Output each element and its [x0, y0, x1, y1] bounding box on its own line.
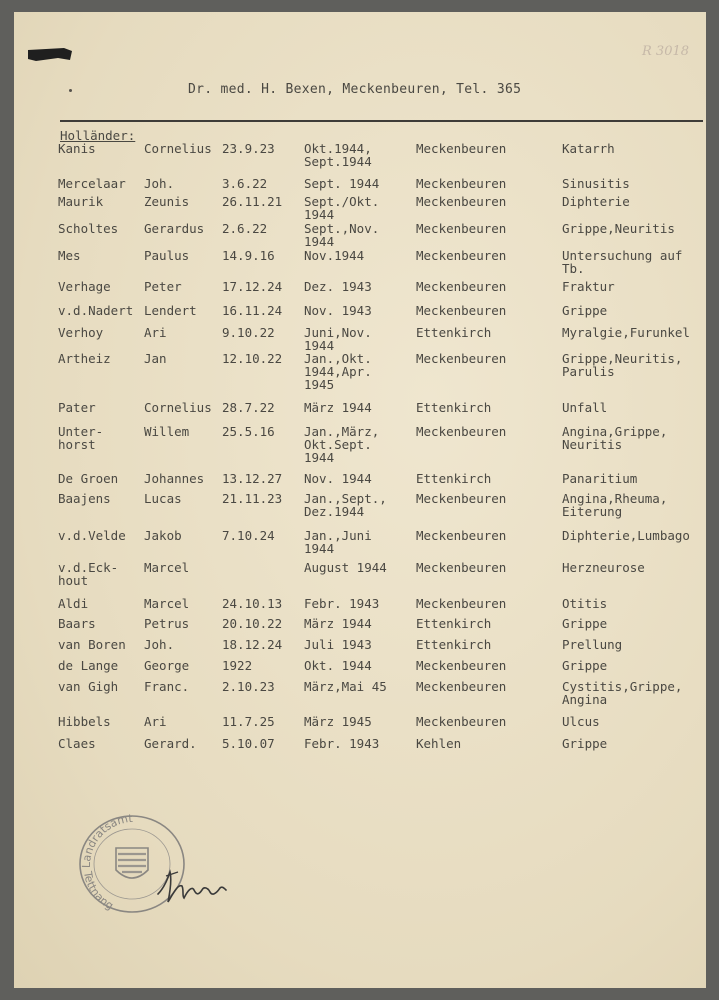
- surname-cell: [58, 659, 118, 672]
- surname-cell: [58, 249, 81, 262]
- cell-line: Grippe,Neuritis: [562, 221, 675, 236]
- diagnosis-cell: [562, 195, 630, 208]
- place-cell: [416, 401, 491, 414]
- cell-line: 17.12.24: [222, 279, 283, 294]
- cell-line: August 1944: [304, 560, 387, 575]
- diagnosis-cell: [562, 680, 682, 706]
- cell-line: Meckenbeuren: [416, 194, 507, 209]
- document-page: [14, 12, 706, 988]
- diagnosis-cell: [562, 352, 682, 378]
- cell-line: Ari: [144, 714, 167, 729]
- place-cell: [416, 280, 506, 293]
- place-cell: [416, 249, 506, 262]
- period-cell: [304, 304, 372, 317]
- cell-line: Meckenbeuren: [416, 221, 507, 236]
- cell-line: Meckenbeuren: [416, 491, 507, 506]
- birth-date-cell: [222, 326, 275, 339]
- cell-line: 14.9.16: [222, 248, 275, 263]
- birth-date-cell: [222, 401, 275, 414]
- period-cell: [304, 680, 387, 693]
- cell-line: Meckenbeuren: [416, 351, 507, 366]
- cell-line: Juli 1943: [304, 637, 372, 652]
- surname-cell: [58, 561, 118, 587]
- ink-dot: [69, 89, 72, 92]
- birth-date-cell: [222, 222, 267, 235]
- cell-line: Gerard.: [144, 736, 197, 751]
- cell-line: 28.7.22: [222, 400, 275, 415]
- cell-line: 2.6.22: [222, 221, 268, 236]
- cell-line: Sept.,Nov.: [304, 221, 380, 236]
- surname-cell: [58, 222, 118, 235]
- surname-cell: [58, 195, 103, 208]
- place-cell: [416, 326, 491, 339]
- cell-line: Artheiz: [58, 351, 111, 366]
- surname-cell: [58, 304, 133, 317]
- place-cell: [416, 529, 506, 542]
- cell-line: Eiterung: [562, 504, 623, 519]
- diagnosis-cell: [562, 326, 690, 339]
- place-cell: [416, 561, 506, 574]
- cell-line: 1945: [304, 377, 335, 392]
- cell-line: Verhoy: [58, 325, 104, 340]
- birth-date-cell: [222, 492, 282, 505]
- cell-line: 25.5.16: [222, 424, 275, 439]
- diagnosis-cell: [562, 561, 645, 574]
- cell-line: 1944: [304, 234, 335, 249]
- cell-line: 1944: [304, 541, 335, 556]
- cell-line: Meckenbeuren: [416, 596, 507, 611]
- cell-line: Marcel: [144, 560, 190, 575]
- surname-cell: [58, 401, 96, 414]
- cell-line: Grippe: [562, 736, 608, 751]
- period-cell: [304, 472, 372, 485]
- given-name-cell: [144, 195, 189, 208]
- cell-line: Willem: [144, 424, 190, 439]
- cell-line: Jan.,Sept.,: [304, 491, 387, 506]
- place-cell: [416, 425, 506, 438]
- cell-line: Mercelaar: [58, 176, 126, 191]
- period-cell: [304, 142, 372, 168]
- place-cell: [416, 177, 506, 190]
- period-cell: [304, 492, 387, 518]
- cell-line: Sinusitis: [562, 176, 630, 191]
- surname-cell: [58, 142, 96, 155]
- birth-date-cell: [222, 249, 275, 262]
- cell-line: Okt.Sept.: [304, 437, 372, 452]
- stamp-bottom-text: Tettnang: [80, 870, 116, 913]
- cell-line: 24.10.13: [222, 596, 283, 611]
- place-cell: [416, 472, 491, 485]
- cell-line: Cornelius: [144, 141, 212, 156]
- given-name-cell: [144, 304, 197, 317]
- header-rule: [60, 120, 703, 122]
- cell-line: Meckenbeuren: [416, 528, 507, 543]
- cell-line: Okt. 1944: [304, 658, 372, 673]
- birth-date-cell: [222, 638, 282, 651]
- cell-line: Ulcus: [562, 714, 600, 729]
- cell-line: Ari: [144, 325, 167, 340]
- cell-line: Mes: [58, 248, 81, 263]
- cell-line: 1922: [222, 658, 253, 673]
- cell-line: Diphterie,Lumbago: [562, 528, 690, 543]
- cell-line: Nov.1944: [304, 248, 365, 263]
- cell-line: Otitis: [562, 596, 608, 611]
- cell-line: Neuritis: [562, 437, 623, 452]
- cell-line: Juni,Nov.: [304, 325, 372, 340]
- surname-cell: [58, 597, 88, 610]
- cell-line: Ettenkirch: [416, 616, 492, 631]
- diagnosis-cell: [562, 249, 682, 275]
- birth-date-cell: [222, 472, 282, 485]
- cell-line: Katarrh: [562, 141, 615, 156]
- cell-line: Diphterie: [562, 194, 630, 209]
- cell-line: Lucas: [144, 491, 182, 506]
- cell-line: Zeunis: [144, 194, 190, 209]
- cell-line: 5.10.07: [222, 736, 275, 751]
- surname-cell: [58, 715, 111, 728]
- surname-cell: [58, 492, 111, 505]
- given-name-cell: [144, 352, 167, 365]
- period-cell: [304, 401, 372, 414]
- cell-line: 2.10.23: [222, 679, 275, 694]
- place-cell: [416, 617, 491, 630]
- cell-line: Ettenkirch: [416, 400, 492, 415]
- birth-date-cell: [222, 617, 282, 630]
- cell-line: Sept.1944: [304, 154, 372, 169]
- period-cell: [304, 195, 379, 221]
- given-name-cell: [144, 142, 212, 155]
- given-name-cell: [144, 425, 189, 438]
- surname-cell: [58, 280, 111, 293]
- cell-line: Cystitis,Grippe,: [562, 679, 683, 694]
- surname-cell: [58, 352, 111, 365]
- birth-date-cell: [222, 177, 267, 190]
- given-name-cell: [144, 492, 182, 505]
- period-cell: [304, 249, 364, 262]
- cell-line: Meckenbeuren: [416, 279, 507, 294]
- surname-cell: [58, 638, 126, 651]
- cell-line: Kehlen: [416, 736, 462, 751]
- cell-line: März 1944: [304, 400, 372, 415]
- given-name-cell: [144, 597, 189, 610]
- cell-line: Petrus: [144, 616, 190, 631]
- given-name-cell: [144, 638, 174, 651]
- place-cell: [416, 680, 506, 693]
- cell-line: Ettenkirch: [416, 637, 492, 652]
- archive-number: R 3018: [642, 44, 690, 59]
- cell-line: Meckenbeuren: [416, 560, 507, 575]
- surname-cell: [58, 529, 126, 542]
- surname-cell: [58, 177, 126, 190]
- cell-line: Grippe: [562, 303, 608, 318]
- place-cell: [416, 492, 506, 505]
- cell-line: Nov. 1944: [304, 471, 372, 486]
- cell-line: Unter-: [58, 424, 104, 439]
- place-cell: [416, 195, 506, 208]
- place-cell: [416, 222, 506, 235]
- diagnosis-cell: [562, 472, 637, 485]
- cell-line: Cornelius: [144, 400, 212, 415]
- diagnosis-cell: [562, 617, 607, 630]
- cell-line: 1944: [304, 450, 335, 465]
- given-name-cell: [144, 280, 182, 293]
- given-name-cell: [144, 659, 189, 672]
- place-cell: [416, 737, 461, 750]
- diagnosis-cell: [562, 737, 607, 750]
- period-cell: [304, 617, 372, 630]
- cell-line: Unfall: [562, 400, 608, 415]
- cell-line: 20.10.22: [222, 616, 283, 631]
- birth-date-cell: [222, 659, 252, 672]
- given-name-cell: [144, 715, 167, 728]
- cell-line: Myralgie,Furunkel: [562, 325, 690, 340]
- cell-line: 21.11.23: [222, 491, 283, 506]
- diagnosis-cell: [562, 715, 600, 728]
- letterhead: Dr. med. H. Bexen, Meckenbeuren, Tel. 365: [188, 82, 522, 97]
- cell-line: 9.10.22: [222, 325, 275, 340]
- diagnosis-cell: [562, 304, 607, 317]
- given-name-cell: [144, 680, 189, 693]
- cell-line: Claes: [58, 736, 96, 751]
- cell-line: Ettenkirch: [416, 325, 492, 340]
- period-cell: [304, 638, 372, 651]
- surname-cell: [58, 472, 118, 485]
- cell-line: 3.6.22: [222, 176, 268, 191]
- cell-line: Kanis: [58, 141, 96, 156]
- birth-date-cell: [222, 597, 282, 610]
- tape-mark: [28, 48, 72, 62]
- cell-line: 1944: [304, 338, 335, 353]
- svg-text:Tettnang: [81, 869, 116, 912]
- cell-line: Marcel: [144, 596, 190, 611]
- cell-line: Baajens: [58, 491, 111, 506]
- cell-line: Febr. 1943: [304, 736, 380, 751]
- cell-line: horst: [58, 437, 96, 452]
- cell-line: Febr. 1943: [304, 596, 380, 611]
- given-name-cell: [144, 326, 167, 339]
- period-cell: [304, 280, 372, 293]
- cell-line: Meckenbeuren: [416, 658, 507, 673]
- cell-line: Jakob: [144, 528, 182, 543]
- period-cell: [304, 326, 372, 352]
- diagnosis-cell: [562, 142, 615, 155]
- cell-line: Jan.,Okt.: [304, 351, 372, 366]
- cell-line: Peter: [144, 279, 182, 294]
- cell-line: De Groen: [58, 471, 119, 486]
- cell-line: Aldi: [58, 596, 89, 611]
- cell-line: 7.10.24: [222, 528, 275, 543]
- diagnosis-cell: [562, 222, 675, 235]
- cell-line: Johannes: [144, 471, 205, 486]
- cell-line: Meckenbeuren: [416, 176, 507, 191]
- cell-line: Joh.: [144, 176, 175, 191]
- cell-line: Tb.: [562, 261, 585, 276]
- cell-line: Angina: [562, 692, 608, 707]
- cell-line: Grippe,Neuritis,: [562, 351, 683, 366]
- surname-cell: [58, 326, 103, 339]
- diagnosis-cell: [562, 401, 607, 414]
- cell-line: 16.11.24: [222, 303, 283, 318]
- birth-date-cell: [222, 304, 282, 317]
- surname-cell: [58, 680, 118, 693]
- cell-line: 1944: [304, 207, 335, 222]
- cell-line: v.d.Velde: [58, 528, 126, 543]
- cell-line: Parulis: [562, 364, 615, 379]
- period-cell: [304, 222, 379, 248]
- cell-line: de Lange: [58, 658, 119, 673]
- given-name-cell: [144, 222, 204, 235]
- period-cell: [304, 529, 372, 555]
- cell-line: Sept./Okt.: [304, 194, 380, 209]
- cell-line: van Boren: [58, 637, 126, 652]
- cell-line: Meckenbeuren: [416, 679, 507, 694]
- given-name-cell: [144, 617, 189, 630]
- diagnosis-cell: [562, 492, 667, 518]
- place-cell: [416, 304, 506, 317]
- period-cell: [304, 352, 372, 391]
- given-name-cell: [144, 529, 182, 542]
- period-cell: [304, 177, 379, 190]
- cell-line: Paulus: [144, 248, 190, 263]
- cell-line: v.d.Nadert: [58, 303, 134, 318]
- place-cell: [416, 715, 506, 728]
- given-name-cell: [144, 249, 189, 262]
- cell-line: Dez.1944: [304, 504, 365, 519]
- given-name-cell: [144, 472, 204, 485]
- cell-line: George: [144, 658, 190, 673]
- diagnosis-cell: [562, 177, 630, 190]
- period-cell: [304, 737, 379, 750]
- cell-line: Jan.,März,: [304, 424, 380, 439]
- cell-line: Meckenbeuren: [416, 424, 507, 439]
- cell-line: 12.10.22: [222, 351, 283, 366]
- cell-line: Gerardus: [144, 221, 205, 236]
- diagnosis-cell: [562, 638, 622, 651]
- stamp-top-text: Landratsamt: [79, 811, 134, 869]
- cell-line: Fraktur: [562, 279, 615, 294]
- signature: [156, 864, 228, 908]
- period-cell: [304, 659, 372, 672]
- cell-line: v.d.Eck-: [58, 560, 119, 575]
- period-cell: [304, 425, 379, 464]
- place-cell: [416, 597, 506, 610]
- cell-line: Meckenbeuren: [416, 303, 507, 318]
- place-cell: [416, 352, 506, 365]
- cell-line: März 1945: [304, 714, 372, 729]
- place-cell: [416, 638, 491, 651]
- cell-line: Meckenbeuren: [416, 141, 507, 156]
- cell-line: Ettenkirch: [416, 471, 492, 486]
- period-cell: [304, 597, 379, 610]
- given-name-cell: [144, 737, 197, 750]
- cell-line: Okt.1944,: [304, 141, 372, 156]
- cell-line: Jan: [144, 351, 167, 366]
- birth-date-cell: [222, 352, 282, 365]
- birth-date-cell: [222, 680, 275, 693]
- surname-cell: [58, 737, 96, 750]
- surname-cell: [58, 617, 96, 630]
- cell-line: Hibbels: [58, 714, 111, 729]
- period-cell: [304, 715, 372, 728]
- cell-line: Baars: [58, 616, 96, 631]
- cell-line: Angina,Grippe,: [562, 424, 668, 439]
- diagnosis-cell: [562, 529, 690, 542]
- cell-line: Meckenbeuren: [416, 714, 507, 729]
- cell-line: Lendert: [144, 303, 197, 318]
- cell-line: Meckenbeuren: [416, 248, 507, 263]
- list-heading: Holländer:: [60, 128, 136, 143]
- cell-line: Joh.: [144, 637, 175, 652]
- birth-date-cell: [222, 195, 282, 208]
- cell-line: Angina,Rheuma,: [562, 491, 668, 506]
- birth-date-cell: [222, 142, 275, 155]
- cell-line: Sept. 1944: [304, 176, 380, 191]
- cell-line: 23.9.23: [222, 141, 275, 156]
- cell-line: Franc.: [144, 679, 190, 694]
- cell-line: 26.11.21: [222, 194, 283, 209]
- cell-line: Untersuchung auf: [562, 248, 683, 263]
- place-cell: [416, 659, 506, 672]
- birth-date-cell: [222, 737, 275, 750]
- diagnosis-cell: [562, 425, 667, 451]
- period-cell: [304, 561, 387, 574]
- diagnosis-cell: [562, 659, 607, 672]
- cell-line: Herzneurose: [562, 560, 645, 575]
- birth-date-cell: [222, 280, 282, 293]
- cell-line: Pater: [58, 400, 96, 415]
- cell-line: Maurik: [58, 194, 104, 209]
- cell-line: Scholtes: [58, 221, 119, 236]
- cell-line: Jan.,Juni: [304, 528, 372, 543]
- cell-line: 18.12.24: [222, 637, 283, 652]
- cell-line: März 1944: [304, 616, 372, 631]
- cell-line: 13.12.27: [222, 471, 283, 486]
- diagnosis-cell: [562, 597, 607, 610]
- cell-line: 1944,Apr.: [304, 364, 372, 379]
- birth-date-cell: [222, 715, 275, 728]
- cell-line: van Gigh: [58, 679, 119, 694]
- birth-date-cell: [222, 529, 275, 542]
- surname-cell: [58, 425, 103, 451]
- cell-line: Dez. 1943: [304, 279, 372, 294]
- cell-line: hout: [58, 573, 89, 588]
- birth-date-cell: [222, 425, 275, 438]
- cell-line: Grippe: [562, 658, 608, 673]
- given-name-cell: [144, 177, 174, 190]
- cell-line: März,Mai 45: [304, 679, 387, 694]
- place-cell: [416, 142, 506, 155]
- cell-line: Verhage: [58, 279, 111, 294]
- cell-line: Prellung: [562, 637, 623, 652]
- cell-line: Panaritium: [562, 471, 638, 486]
- given-name-cell: [144, 561, 189, 574]
- diagnosis-cell: [562, 280, 615, 293]
- cell-line: 11.7.25: [222, 714, 275, 729]
- cell-line: Grippe: [562, 616, 608, 631]
- given-name-cell: [144, 401, 212, 414]
- cell-line: Nov. 1943: [304, 303, 372, 318]
